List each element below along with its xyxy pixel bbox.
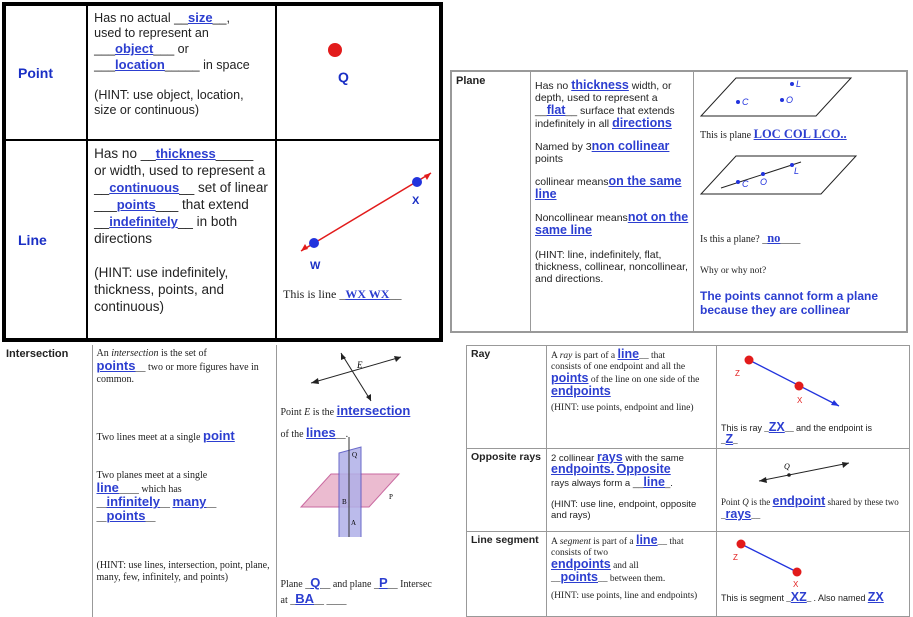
answer-indefinitely: indefinitely — [109, 214, 178, 229]
point-description: Has no actual __size__, used to represent an ___object___ or ___location_____ in space (HINT: use object, location, size or continuous) — [87, 5, 276, 140]
line-arrow-right — [424, 173, 431, 180]
answer-p: P — [378, 575, 388, 590]
line-x-label: X — [412, 195, 420, 207]
ray-description: A ray is part of a line__ that consists of one endpoint and all the points of the line on one side of the endpoints (HINT: use points, endpoint and line) — [547, 346, 717, 449]
svg-text:X: X — [797, 396, 803, 405]
opposite-description: 2 collinear rays with the same endpoints. Opposite rays always form a __line_. (HINT: use line, endpoint, opposite and rays) — [547, 449, 717, 532]
term-point: Point — [5, 5, 87, 140]
point-hint: (HINT: use object, location, size or continuous) — [94, 88, 244, 117]
line-description: Has no __thickness_____ or width, used to represent a __continuous__ set of linear ___points___ that extend __indefinitely__ in both directions (HINT: use indefinitely, thickness, points, and continuous) — [87, 140, 276, 339]
why-row: Why or why not? — [700, 266, 767, 276]
segment-diagram — [719, 534, 909, 594]
svg-text:X: X — [793, 580, 799, 589]
answer-location: location — [115, 57, 165, 72]
svg-text:C: C — [742, 179, 749, 189]
term-line-segment: Line segment — [467, 532, 547, 617]
term-opposite-rays: Opposite rays — [467, 449, 547, 532]
intersection-table — [2, 345, 457, 617]
answer-q: Q — [310, 575, 321, 590]
answer-on-same-line: on the same line — [535, 174, 682, 201]
line-w-label: W — [310, 260, 321, 272]
plane-figure — [694, 72, 907, 332]
segment-name-row: This is segment _XZ_ . Also named ZX — [721, 590, 884, 604]
answer-size: size — [188, 10, 213, 25]
svg-text:Z: Z — [733, 553, 738, 562]
intersection-diagrams — [281, 347, 459, 537]
answer-plane-thickness: thickness — [571, 78, 629, 92]
answer-continuous: continuous — [109, 180, 180, 195]
answer-opp-line: line — [643, 475, 665, 489]
segment-description: A segment is part of a line__ that consists of two endpoints and all __points__ between them. (HINT: use points, line and endpoints) — [547, 532, 717, 617]
line-diagram — [281, 145, 436, 295]
svg-text:O: O — [760, 177, 768, 187]
is-plane-row: Is this a plane? _no____ — [700, 231, 801, 245]
answer-zx: ZX — [768, 420, 785, 434]
line-arrow-left — [301, 244, 308, 251]
svg-text:B: B — [341, 498, 347, 506]
ray-figure — [717, 346, 910, 449]
answer-int-points2: points — [106, 508, 146, 523]
point-line-table — [2, 2, 443, 342]
opposite-answer-row: Point Q is the endpoint shared by these two _rays__ — [721, 494, 899, 521]
line-hint: (HINT: use indefinitely, thickness, points, and continuous) — [94, 265, 229, 314]
answer-line-name: WX WX — [345, 287, 390, 301]
plane-q-shape — [339, 447, 361, 537]
line-figure — [276, 140, 440, 339]
answer-seg-points: points — [560, 570, 598, 584]
svg-text:Q: Q — [784, 462, 790, 471]
point-diagram — [283, 10, 433, 130]
answer-opp-endpoints: endpoints. — [551, 462, 615, 476]
plane-parallelogram-1 — [701, 78, 851, 116]
plane-parallelogram-2 — [701, 156, 856, 194]
term-line: Line — [5, 140, 87, 339]
answer-many: many — [172, 494, 207, 509]
term-ray: Ray — [467, 346, 547, 449]
ray-name-row: This is ray _ZX__ and the endpoint is — [721, 420, 873, 434]
svg-text:A: A — [350, 519, 356, 527]
opposite-hint: (HINT: use line, endpoint, opposite and rays) — [551, 499, 697, 521]
plane-hint: (HINT: line, indefinitely, flat, thickness, collinear, noncollinear, and directions. — [535, 249, 688, 285]
svg-text:L: L — [796, 79, 802, 89]
point-dot — [328, 43, 342, 57]
svg-text:L: L — [794, 166, 800, 176]
at-row: at _BA__ ____ — [280, 591, 347, 606]
answer-reason: The points cannot form a plane because they are collinear — [700, 289, 879, 317]
svg-text:O: O — [786, 95, 794, 105]
svg-text:Q: Q — [351, 451, 357, 459]
answer-xz: XZ — [790, 590, 807, 604]
line-name-row: This is line _WX WX__ — [283, 287, 402, 301]
plane-table — [450, 70, 908, 333]
answer-seg-zx: ZX — [867, 590, 884, 604]
line-point-x — [412, 177, 422, 187]
plane-diagrams — [696, 74, 901, 224]
svg-text:Z: Z — [735, 369, 740, 378]
ray-endpoint-row: _Z_ — [721, 432, 738, 446]
line-point-w — [309, 238, 319, 248]
answer-noncollinear: non collinear — [591, 139, 670, 153]
ray-table — [466, 345, 910, 617]
answer-int-points: points — [96, 358, 136, 373]
plane-intersect-row: Plane _Q__ and plane _P__ Intersec — [280, 575, 432, 590]
answer-infinitely: infinitely — [106, 494, 160, 509]
answer-object: object — [115, 41, 154, 56]
answer-plane-name: LOC COL LCO.. — [753, 127, 847, 141]
answer-not-on-same-line: not on the same line — [535, 210, 689, 237]
point-q-label: Q — [338, 69, 349, 85]
answer-lines: lines — [306, 425, 336, 440]
answer-no: no — [767, 231, 781, 245]
answer-rays2: rays — [725, 507, 752, 521]
term-plane: Plane — [452, 72, 531, 332]
point-e-row: Point E is the intersection — [280, 403, 411, 418]
ray-hint: (HINT: use points, endpoint and line) — [551, 403, 694, 413]
ray-diagram — [719, 348, 909, 418]
answer-ray-points: points — [551, 371, 589, 385]
answer-ray-endpoints: endpoints — [551, 384, 611, 398]
opposite-diagram — [719, 453, 909, 493]
point-figure — [276, 5, 440, 140]
answer-int-line: line — [96, 480, 119, 495]
line-wx — [301, 173, 431, 251]
of-the-row: of the lines__. — [280, 425, 349, 440]
plane-description: Has no thickness width, or depth, used to represent a __flat__ surface that extends indefinitely in all directions Named by 3non collinear points collinear meanson the same line Noncollinear meansnot on the same line (HINT: line, indefinitely, flat, thickness, collinear, noncollinear, and directions. — [531, 72, 694, 332]
answer-points: points — [116, 197, 156, 212]
intersection-figure — [276, 345, 457, 617]
svg-text:E: E — [356, 360, 362, 370]
intersection-description: An intersection is the set of points__ two or more figures have in common. Two lines meet at a single point Two planes meet at a single line____ which has __infinitely__ many__ __points__ (HINT: use lines, intersection, point, plane, many, few, infinitely, and points) — [92, 345, 276, 617]
answer-opposite: Opposite — [616, 462, 671, 476]
opposite-figure — [717, 449, 910, 532]
answer-seg-line: line — [635, 533, 658, 547]
answer-seg-endpoints: endpoints — [551, 557, 611, 571]
term-intersection: Intersection — [2, 345, 92, 617]
answer-z: Z — [725, 432, 734, 446]
segment-hint: (HINT: use points, line and endpoints) — [551, 591, 698, 601]
segment-figure — [717, 532, 910, 617]
answer-endpoint: endpoint — [772, 494, 826, 508]
answer-int-point: point — [203, 428, 235, 443]
answer-flat: flat — [546, 103, 566, 117]
plane-name-row: This is plane LOC COL LCO.. — [700, 127, 847, 141]
answer-ba: BA — [295, 591, 314, 606]
answer-directions: directions — [612, 116, 672, 130]
answer-intersection: intersection — [336, 403, 411, 418]
answer-ray-line: line — [617, 347, 640, 361]
answer-thickness: thickness — [155, 146, 216, 161]
intersection-hint: (HINT: use lines, intersection, point, plane, many, few, infinitely, and points) — [96, 560, 270, 583]
svg-text:P: P — [388, 493, 393, 501]
answer-rays: rays — [596, 450, 623, 464]
svg-text:C: C — [742, 97, 749, 107]
